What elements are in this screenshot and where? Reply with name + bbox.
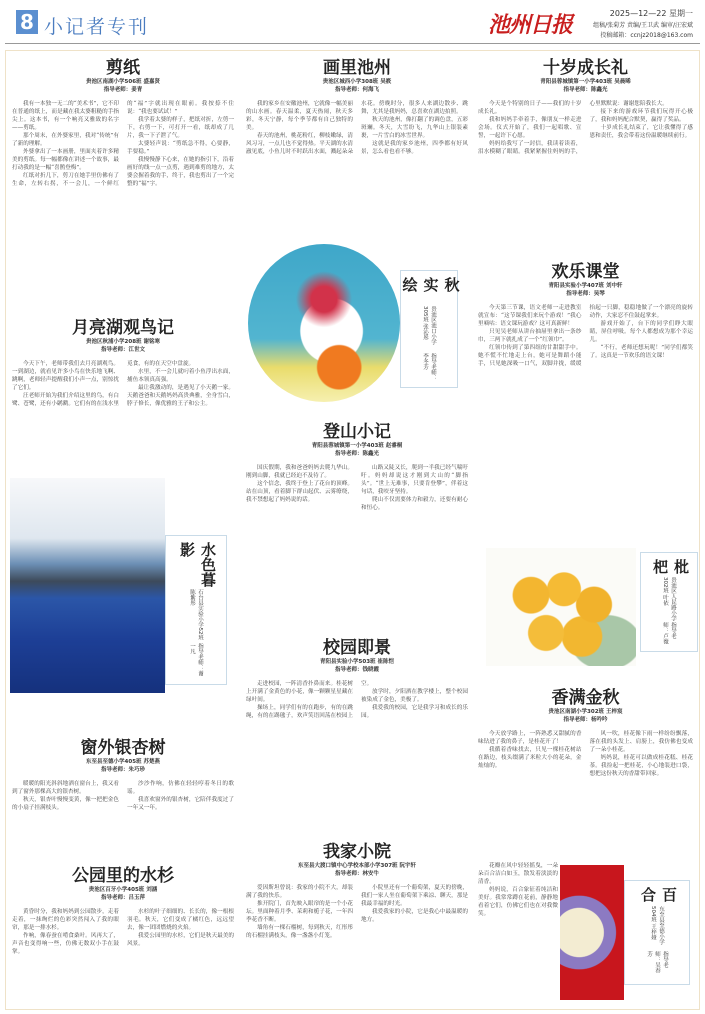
painting-byline: 石台县实验小学52班 陈紫彤 [189,589,203,641]
article-dengshan [246,422,468,627]
paragraph: 我有一本独一无二的“美术书”，它不印在普通的纸上，而是藏在我太婆粗糙的手指尖上。这本书，有一个响亮又雅致的名字——剪纸。 [12,101,119,131]
painting-title: 秋实绘 [400,277,461,292]
paragraph: 黄昏时分，我和妈妈到公园散步，走着走着，一抹绚烂的色彩突然闯入了我的眼帘，那是一排水杉。 [12,909,119,931]
article-teacher: 指导老师：杨吟吟 [563,717,608,723]
paragraph: 游戏开始了，台下的同学们睁大眼睛，屏住呼吸。每个人都想成为那个幸运儿。 [589,321,693,343]
paragraph: 走进校园，一阵清香扑鼻而来。桂花树上开满了金黄色的小花，像一颗颗星星藏在绿叶间。 [246,681,353,703]
article-title: 校园即景 [323,638,391,658]
article-title: 公园里的水杉 [72,866,174,886]
paragraph: 今天放学路上，一阵熟悉又甜腻的香味钻进了我的鼻子，是桂花开了！ [478,731,582,745]
paragraph: 今天是个特别的日子——我们的十岁成长礼。 [478,101,582,115]
article-byline: 贵池区城西小学308班 吴筱 [322,79,392,85]
article-teacher: 指导老师：林安牛 [334,871,379,877]
article-teacher: 指导老师：陈鑫光 [563,87,608,93]
editorial-staff: 组稿/张菊芳 责编/王卫武 编审/汪宏斌 [593,22,693,29]
article-teacher: 指导老师：钱晓霞 [334,667,379,673]
painting-teacher: 指导老师：谢一凡 [189,643,203,677]
submission-email: 投稿邮箱：ccnjz2018@163.com [600,32,693,39]
paragraph: 小院里还有一个葡萄架，夏天的傍晚，我们一家人坐在葡萄架下乘凉、聊天，那是我最幸福的时光。 [361,885,468,907]
painting-title: 百合 [639,887,678,902]
painting-shuise [10,478,165,693]
article-body [12,908,234,956]
paragraph: 放学时，夕阳洒在教学楼上，整个校园被染成了金色，美极了。 [361,689,468,703]
paragraph: 我爱我的校园，它是我学习和成长的乐园。 [361,705,468,719]
paragraph: 秋天，银杏叶慢慢变黄，像一把把金色的小扇子挂满枝头。 [12,797,119,811]
paragraph: 水杉的叶子细细的、长长的，像一根根羽毛。秋天，它们变成了橘红色，远远望去，像一团团燃烧的火焰。 [127,909,234,931]
paragraph: 爬山不仅需要体力和毅力，还要有耐心和恒心。 [361,497,468,511]
paragraph: 今天第三节课，语文老师一走进教室就宣布：“这节课我们来玩个游戏！”我心里嘀咕：语文课玩游戏？这可真新鲜！ [478,305,582,327]
paragraph: 国庆假期，我和爸爸妈妈去爬九华山。刚到山脚，我就已经迫不及待了。 [246,465,353,479]
paragraph: 操场上，同学们有的在跑步，有的在跳绳，有的在踢毽子，欢声笑语回荡在校园上空。 [246,681,373,719]
paragraph: 我的家乡在安徽池州，它就像一幅美丽的山水画。春天温柔，夏天热闹，秋天多彩，冬天宁静，每个季节都有自己独特的美。 [246,101,353,131]
paragraph: 暖暖的阳光斜斜地洒在窗台上，我又看到了窗外那棵高大的银杏树。 [12,781,119,795]
article-shisui [478,58,693,253]
paragraph: 只见吴老师从讲台抽屉里拿出一条纱巾，三两下就扎成了一个“红领巾”。 [478,329,582,343]
article-byline: 青阳县实验小学503班 崔陈恺 [320,659,394,665]
article-title: 登山小记 [323,422,391,442]
label-qiushi [400,270,461,388]
painting-byline: 东至县至德小学504班 王梓娅 [650,905,664,945]
painting-title: 枇杷 [651,559,690,574]
article-xiaoyuan [246,638,468,818]
article-byline: 青阳县蓉城镇第一小学403班 吴晨晞 [540,79,631,85]
article-title: 剪纸 [106,58,140,78]
article-body [246,680,468,720]
article-title: 十岁成长礼 [543,58,628,78]
paragraph: 沙沙作响，仿佛在轻轻哼着冬日的歌谣。 [127,781,234,795]
article-title: 窗外银杏树 [80,738,166,758]
paragraph: 十岁成长礼结束了，它让我懂得了感恩和责任，我会带着这份温暖继续前行。 [589,125,693,139]
paragraph: 我循着香味找去，只见一棵桂花树站在路边，枝头缀满了米粒大小的花朵，金灿灿的。 [478,747,582,769]
paragraph: 这个信念，我终于登上了花台的顶峰。站在山顶，看着脚下群山起伏、云雾缭绕，我不禁想起了妈妈说的话。 [246,481,353,503]
paragraph: 水里，不一会儿就叼着小鱼浮出水面，捕鱼本领真高强。 [127,369,234,383]
article-body [478,100,693,156]
painting-teacher: 指导老师：吴春芳 [646,950,668,973]
header-divider [5,43,700,44]
painting-qiushi [248,244,400,402]
article-body [12,360,234,408]
article-baihe-text [478,862,558,1006]
article-body [478,730,693,778]
painting-byline: 贵池区人民路小学302班 叶依 [662,577,676,622]
article-byline: 贵池区秋浦小学208班 谢铭寒 [86,339,160,345]
article-teacher: 指导老师：何海飞 [334,87,379,93]
paragraph: 我喜欢窗外的银杏树，它陪伴我度过了一年又一年。 [127,797,234,811]
article-title: 欢乐课堂 [551,262,620,282]
article-byline: 青阳县实验小学407班 刘中轩 [548,283,623,289]
article-body [246,100,468,156]
article-body [478,862,558,918]
page-number: 8 [16,10,38,34]
article-body [246,884,468,940]
paragraph: 我学着太婆的样子，把纸对折，左剪一下，右剪一下，可打开一看，纸却成了几片，我一下子泄了气。 [127,117,234,139]
article-byline: 东至县大渡口镇中心学校本部小学307班 阮宇轩 [298,863,416,869]
newspaper-logo: 池州日报 [488,12,573,38]
label-shuise [165,535,227,685]
paragraph: 汪老师开始为我们介绍这里的鸟，有白鹭、苍鹭，还有小䴙䴘。它们有的在浅水里觅食，有的在天空中盘旋。 [12,361,195,407]
label-pipa [640,552,698,652]
article-shuishan [12,866,234,1006]
paragraph: 今天下午，老师带我们去月亮湖观鸟。一到湖边，就看见许多小鸟在快乐地飞啊、跳啊，老师轻声提醒我们小声一点，别惊扰了它们。 [12,361,119,391]
article-byline: 东至县至德小学405班 苏楚燕 [86,759,160,765]
article-xiangman [478,688,693,860]
article-title: 画里池州 [323,58,391,78]
article-jianzhi [12,58,234,298]
paragraph: 我爱公园里的水杉，它们是秋天最美的风景。 [127,933,234,947]
article-title: 我家小院 [323,842,391,862]
article-teacher: 指导老师：朱巧珍 [100,767,145,773]
article-teacher: 指导老师：吕玉萍 [100,895,145,901]
article-teacher: 指导老师：吴琴 [566,291,605,297]
paragraph: 那个周末，在外婆家里，我对“传统”有了新的理解。 [12,133,119,147]
paragraph: 这就是我的家乡池州，四季都有好风景，怎么看也看不够。 [361,141,468,155]
paragraph: 我慢慢静下心来，在她的指引下，沿着画好的线一点一点剪，遇到难剪的地方，太婆会握着我的手，终于，我也剪出了一个完整的“福”字。 [127,157,234,187]
paragraph: 红领巾传到了第四组的甘甜甜手中。她不慌不忙地走上台，她可是舞蹈小能手，只见她深吸一口气，双脚并拢，缓缓抬起一只脚，稳稳地做了一个漂亮的旋转动作，大家忍不住鼓起掌来。 [478,305,693,367]
article-byline: 贵池区百牙小学405班 刘涵 [88,887,158,893]
paragraph: “不行，老师还想玩呢！”同学们都笑了。这真是一节欢乐的语文课！ [589,345,693,359]
article-teacher: 指导老师：陈鑫光 [334,451,379,457]
painting-byline: 贵池区池口小学305班 张沁彤 [422,305,436,345]
painting-baihe [560,865,624,1000]
article-xiaoyuan2 [246,842,468,1006]
paragraph: 秋天的池州，像打翻了的调色盘，五彩斑斓。冬天，大雪纷飞，九华山上银装素裹，一片雪白的冰雪世界。 [361,117,468,139]
article-teacher: 指导老师：江世文 [100,347,145,353]
paragraph: 我和妈妈手牵着手，像朋友一样走进会场。仪式开始了，我们一起唱歌、宣誓，一起许下心愿。 [478,117,582,139]
issue-date: 2025—12—22 星期一 [609,9,693,18]
article-body [246,464,468,512]
paragraph: 爱因斯坦曾说：我家的小院不大，却装满了我的快乐。 [246,885,353,899]
paragraph: 春天的池州，桃花粉红，柳枝嫩绿，清风习习，一点儿也不觉得热。平天湖的水清澈见底，小鱼儿时不时跃出水面，溅起朵朵水花。傍晚时分，很多人来湖边散步、跳舞，尤其是我妈妈，总喜欢在湖边拍照。 [246,101,468,155]
paragraph: 接下来的游戏环节我们玩得开心极了，我和妈妈配合默契，赢得了奖品。 [589,109,693,123]
article-byline: 贵池区南湖小学506班 盛嘉贤 [86,79,160,85]
paragraph: 外婆拿出了一本画册，里面夹着许多精美的剪纸。每一幅都像在讲述一个故事，最打动我的是一幅“喜鹊登梅”。 [12,149,119,171]
article-huali [246,58,468,230]
paragraph: 山路又陡又长，爬到一半我已经气喘吁吁。妈妈却说这才刚到大山的“脚指头”。“世上无难事，只要肯登攀”，伴着这句话，我咬牙坚持。 [361,465,468,495]
label-baihe [624,880,690,985]
paragraph: 墙角有一棵石榴树，每到秋天，红彤彤的石榴挂满枝头，像一盏盏小灯笼。 [246,925,353,939]
painting-teacher: 指导老师：李冬芳 [422,352,436,381]
section-title: 小记者专刊 [44,16,150,38]
article-body [478,304,693,368]
paragraph: 推开院门，首先映入眼帘的是一个小花坛。里面种着月季、茉莉和栀子花，一年四季花香不断。 [246,901,353,923]
paragraph: 作响，像春蚕在啃食桑叶。风再大了，声音也变得响一些，仿佛无数双小手在鼓掌。 [12,933,119,955]
painting-title: 水色暮影 [178,542,217,587]
article-byline: 青阳县蓉城镇第一小学403班 赵睿桐 [311,443,403,449]
paragraph: 风一吹，桂花像下雨一样纷纷飘落，落在我的头发上、肩膀上，我仿佛也变成了一朵小桂花。 [589,731,693,753]
painting-pipa [486,548,636,666]
article-yinxing [12,738,234,856]
painting-teacher: 指导老师：卢薇 [662,621,676,644]
paragraph: 妈妈说，桂花可以做成桂花糕、桂花茶。我捡起一把桂花，小心地装进口袋，想把这份秋天的香甜带回家。 [589,755,693,777]
paragraph: 我爱我家的小院，它是我心中最温暖的地方。 [361,909,468,923]
article-title: 月亮湖观鸟记 [72,318,174,338]
paragraph: 妈妈说，百合象征着纯洁和美好。我常常蹲在花前，静静地看着它们，仿佛它们也在对我微笑。 [478,887,558,917]
article-huanle [478,262,693,547]
article-body [12,100,234,188]
article-teacher: 指导老师：姜青 [103,87,143,93]
paragraph: 花瓣在风中轻轻摇曳，一朵朵百合洁白如玉，散发着淡淡的清香。 [478,863,558,885]
paragraph: 妈妈给我写了一封信，我读着读着，泪水模糊了眼睛。我紧紧握住妈妈的手，心里默默说：谢谢您陪我长大。 [478,101,668,155]
article-title: 香满金秋 [551,688,620,708]
article-yueliang [12,318,234,468]
article-byline: 贵池区南湖小学302班 王梓宸 [548,709,623,715]
article-body [12,780,234,812]
paragraph: 太婆轻声说：“剪纸急不得，心要静，手要稳。” [127,141,234,155]
paragraph: 红纸对折几下，剪刀在她手里仿佛有了生命，左转右拐，不一会儿，一个鲜红的“福”字就出现在眼前。我按捺不住说：“我也要试试！” [12,101,234,187]
paragraph: 最让我激动的，是遇见了小天鹅一家。天鹅爸爸和天鹅妈妈高贵典雅，全身雪白，脖子修长，像优雅的王子和公主。 [127,385,234,407]
